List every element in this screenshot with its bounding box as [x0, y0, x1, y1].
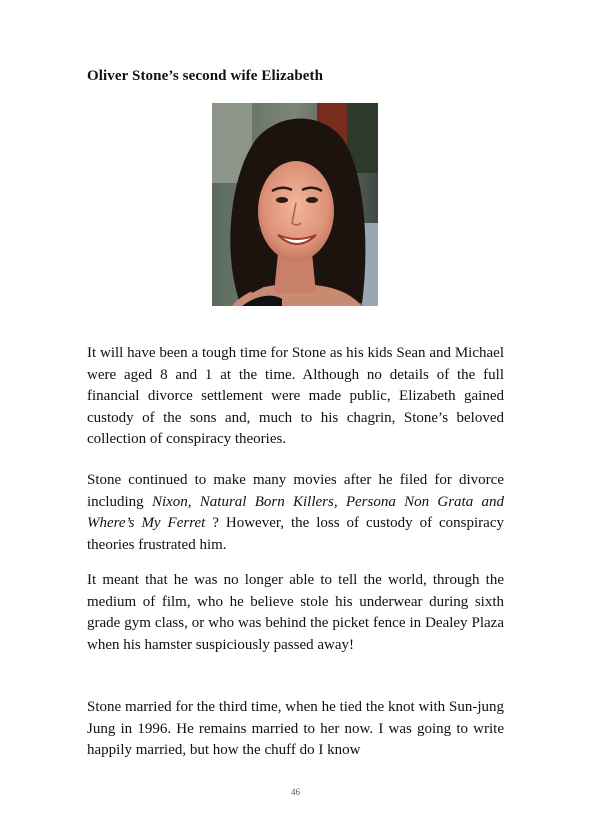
section-heading: Oliver Stone’s second wife Elizabeth	[87, 68, 324, 84]
paragraph-2	[87, 470, 504, 556]
paragraph-2-film-titles: Nixon, Natural Born Killers, Persona Non Grata and Where’s My Ferret	[87, 493, 504, 532]
portrait-photo	[212, 103, 378, 306]
paragraph-3: It meant that he was no longer able to tell the world, through the medium of film, who he believe stole his underwear during sixth grade gym class, or who was behind the picket fence in Dealey Plaza when his hamster suspiciously passed away!	[87, 572, 504, 653]
paragraph-1: It will have been a tough time for Stone as his kids Sean and Michael were aged 8 and 1 at the time. Although no details of the full financial divorce settlement were made public, Elizabeth gained custody of the sons and, much to his chagrin, Stone’s beloved collection of conspiracy theories.	[87, 345, 504, 448]
paragraph-4: Stone married for the third time, when he tied the knot with Sun-jung Jung in 1996. He remains married to her now. I was going to write happily married, but how the chuff do I know	[87, 699, 504, 759]
paragraph-2-text-end: ? However, the loss of custody of conspiracy theories frustrated him.	[87, 515, 504, 553]
paragraph-2-text-start: Stone continued to make many movies after he filed for divorce including	[87, 472, 504, 510]
page-number: 46	[291, 787, 300, 797]
